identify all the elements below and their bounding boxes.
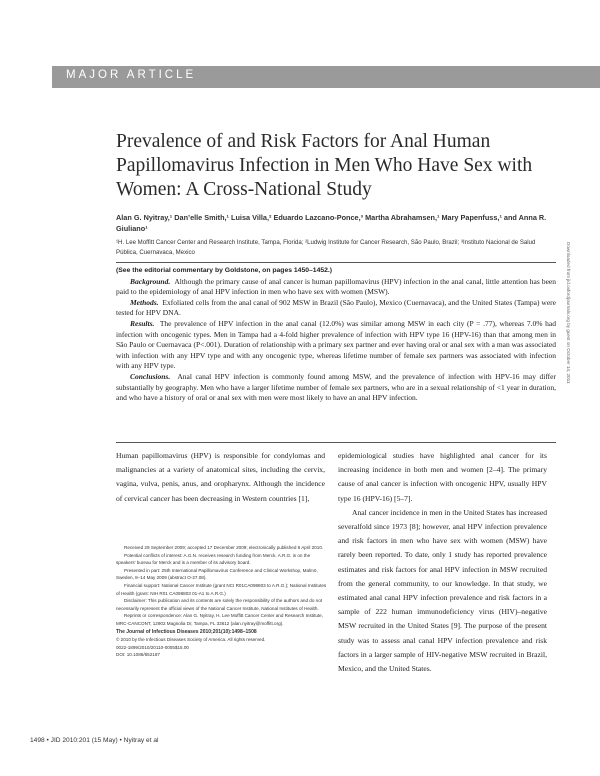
footnote-reprints: Reprints or correspondence: Alan G. Nyitray, H. Lee Moffitt Cancer Center and Research Institute, MRC-CANCONT, 12902 Magnolia Dr, Tampa, FL 33612 (alan.nyitray@moffitt.org). [116,613,323,626]
abstract-methods [116,298,556,319]
conclusions-label: Conclusions. [130,371,171,381]
editorial-commentary-note: (See the editorial commentary by Goldstone, on pages 1450–1452.) [116,267,333,274]
body-column-left [116,449,325,506]
body-paragraph: Human papillomavirus (HPV) is responsible for condylomas and malignancies at a variety of anatomical sites, including the cervix, vagina, vulva, penis, anus, and oropharynx. Although the incidence of cervical cancer has been decreasing in Western countries [1], [116,451,325,503]
page-footer: 1498 • JID 2010:201 (15 May) • Nyitray et al [30,737,159,744]
footnote-received: Received 29 September 2009; accepted 17 December 2009; electronically published 8 April 2010. [124,545,324,550]
article-type-label: MAJOR ARTICLE [66,69,197,81]
download-watermark [565,242,577,480]
abstract-results [116,319,556,372]
footnote-financial-support: Financial support: National Cancer Institute (grant NCI R01CA098803 to A.R.G.); National Institutes of Health (grant: NIH R01 CA098803 01-A1 to A.R.G.) [116,582,327,596]
author-affiliations: ¹H. Lee Moffitt Cancer Center and Research Institute, Tampa, Florida; ²Ludwig Institute for Cancer Research, São Paulo, Brazil; ³Instituto Nacional de Salud Pública, Cuernavaca, Mexico [116,239,536,256]
doi-line: DOI: 10.1086/652187 [116,652,160,658]
journal-citation: The Journal of Infectious Diseases 2010;201(10):1498–1508 [116,628,257,635]
body-paragraph: epidemiological studies have highlighted anal cancer for its increasing incidence in both men and women [2–4]. The primary cause of anal cancer is infection with oncogenic HPV, usually HPV type 16 (HPV-16) [5–7]. [338,451,547,503]
issn-line: 0022-1899/2010/20110-0005$15.00 [116,644,189,650]
footnote-conflicts: Potential conflicts of interest: A.G.N. receives research funding from Merck. A.R.G. is on the speakers’ bureau for Merck and is a member of its advisory board. [116,552,311,566]
abstract-background [116,277,556,298]
article-type-banner [52,66,600,88]
methods-label: Methods. [130,297,159,307]
body-paragraph: Anal cancer incidence in men in the United States has increased severalfold since 1973 [8]; however, anal HPV infection prevalence and risk factors in men who have sex with women (MSW) have rarely been reported. To date, only 1 study has reported prevalence estimates and risk factors for anal HPV infection in MSW recruited from the general community, to our knowledge. In that study, we estimated anal canal HPV infection prevalence and risk factors in a sample of 222 human immunodeficiency virus (HIV)–negative MSW recruited in the United States [9]. The purpose of the present study was to assess anal canal HPV infection prevalence and risk factors in a larger sample of HIV-negative MSW recruited in Brazil, Mexico, and the United States. [338,507,547,674]
download-watermark-text: Downloaded from jid.oxfordjournals.org by guest on October 14, 2011 [566,242,571,384]
abstract-top-rule [116,262,556,263]
copyright-line: © 2010 by the Infectious Diseases Society of America. All rights reserved. [116,637,266,643]
conclusions-text: Anal canal HPV infection is commonly found among MSW, and the prevalence of infection with HPV-16 may differ substantially by geography. Men who have a larger lifetime number of female sex partners, who are in a sexual relationship of <1 year in duration, and who have a history of oral or anal sex with men were most likely to have an anal HPV infection. [116,371,556,403]
body-column-right [338,449,547,676]
footnote-disclaimer: Disclaimer: This publication and its contents are solely the responsibility of the authors and do not necessarily represent the official views of the National Cancer Institute, National Institutes of Health. [116,598,323,611]
methods-text: Exfoliated cells from the anal canal of 902 MSW in Brazil (São Paulo), Mexico (Cuernavaca), and the United States (Tampa) were tested for HPV DNA. [116,297,556,318]
author-list: Alan G. Nyitray,¹ Dan’elle Smith,¹ Luisa Villa,² Eduardo Lazcano-Ponce,³ Martha Abrahamsen,¹ Mary Papenfuss,¹ and Anna R. Giuliano¹ [116,213,547,233]
abstract-bottom-rule [116,442,556,443]
background-text: Although the primary cause of anal cancer is human papillomavirus (HPV) infection in the anal canal, little attention has been paid to the epidemiology of anal HPV infection in men who have sex with women (MSW). [116,276,557,297]
footnotes [116,544,328,659]
background-label: Background. [130,276,171,286]
abstract-conclusions [116,372,556,404]
footnote-presented: Presented in part: 25th International Papillomavirus Conference and Clinical Workshop, Malmö, Sweden, 8–14 May 2009 (abstract O-27.08). [116,567,318,581]
abstract [116,265,556,404]
results-label: Results. [130,318,155,328]
article-title: Prevalence of and Risk Factors for Anal Human Papillomavirus Infection in Men Who Have Sex with Women: A Cross-National Study [116,131,533,200]
results-text: The prevalence of HPV infection in the anal canal (12.0%) was similar among MSW in each city (P = .77), whereas 7.0% had infection with oncogenic types. Men in Tampa had a 4-fold higher prevalence of infection with HPV type 16 (HPV-16) than that among men in São Paulo or Cuernavaca (P<.001). Duration of relationship with a primary sex partner and ever having oral or anal sex with a man was associated with infection with any HPV type and with any oncogenic type, whereas lifetime number of female sex partners was associated with infection with any HPV type. [116,318,557,371]
